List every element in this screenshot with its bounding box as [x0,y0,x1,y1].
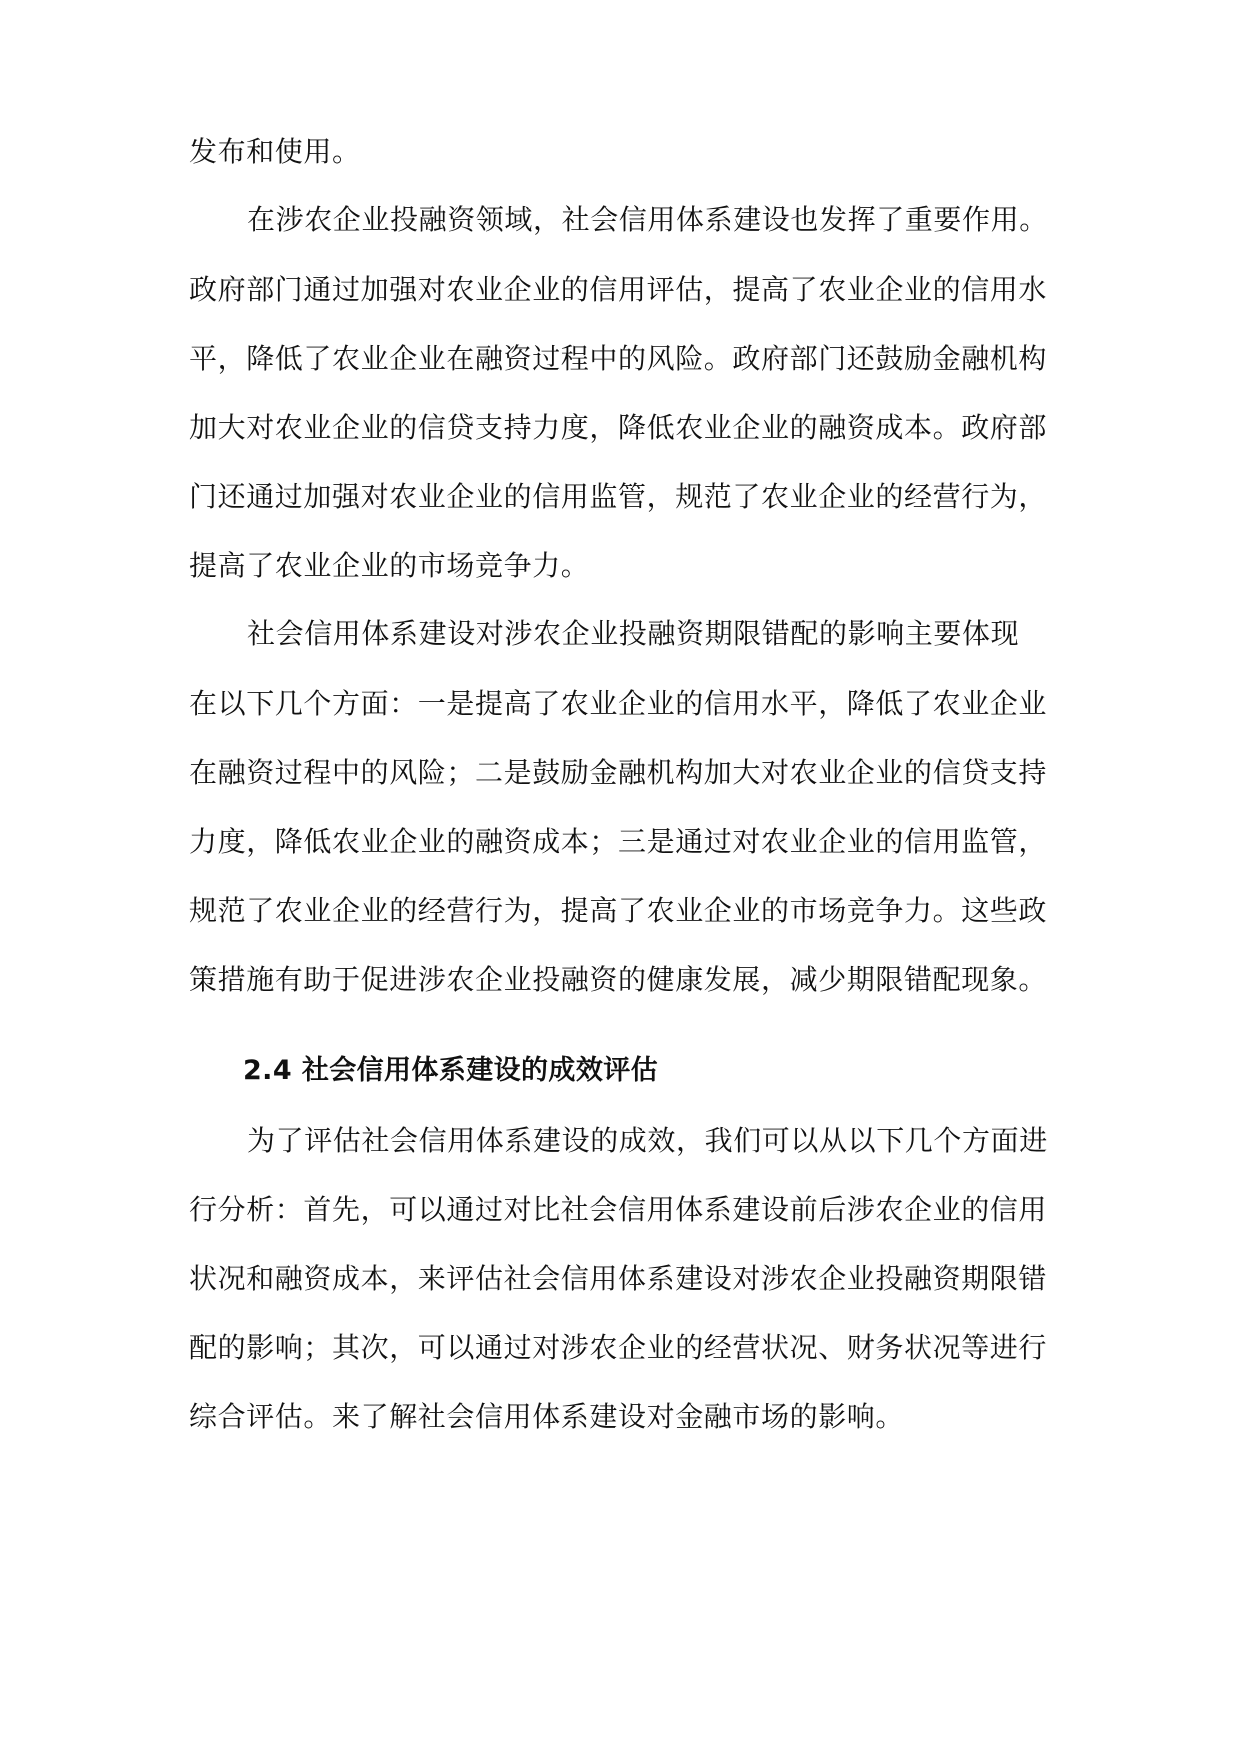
text-line: 行分析：首先，可以通过对比社会信用体系建设前后涉农企业的信用 [189,1193,1048,1226]
text-line: 规范了农业企业的经营行为，提高了农业企业的市场竞争力。这些政 [189,894,1048,927]
text-line: 在融资过程中的风险；二是鼓励金融机构加大对农业企业的信贷支持 [189,756,1048,789]
text-line: 发布和使用。 [189,135,361,168]
text-line: 在以下几个方面：一是提高了农业企业的信用水平，降低了农业企业 [189,687,1048,720]
text-line: 综合评估。来了解社会信用体系建设对金融市场的影响。 [189,1400,905,1433]
text-line: 政府部门通过加强对农业企业的信用评估，提高了农业企业的信用水 [189,273,1048,306]
paragraph-first-line: 在涉农企业投融资领域，社会信用体系建设也发挥了重要作用。 [247,203,1048,236]
text-line: 门还通过加强对农业企业的信用监管，规范了农业企业的经营行为， [189,480,1048,513]
section-heading: 2.4 社会信用体系建设的成效评估 [243,1055,659,1086]
paragraph-first-line: 社会信用体系建设对涉农企业投融资期限错配的影响主要体现 [247,617,1020,650]
text-line: 配的影响；其次，可以通过对涉农企业的经营状况、财务状况等进行 [189,1331,1048,1364]
text-line: 状况和融资成本，来评估社会信用体系建设对涉农企业投融资期限错 [189,1262,1048,1295]
text-line: 力度，降低农业企业的融资成本；三是通过对农业企业的信用监管， [189,825,1048,858]
text-line: 平，降低了农业企业在融资过程中的风险。政府部门还鼓励金融机构 [189,342,1048,375]
text-line: 提高了农业企业的市场竞争力。 [189,549,590,582]
paragraph-first-line: 为了评估社会信用体系建设的成效，我们可以从以下几个方面进 [247,1124,1048,1157]
text-line: 策措施有助于促进涉农企业投融资的健康发展，减少期限错配现象。 [189,963,1048,996]
text-line: 加大对农业企业的信贷支持力度，降低农业企业的融资成本。政府部 [189,411,1048,444]
